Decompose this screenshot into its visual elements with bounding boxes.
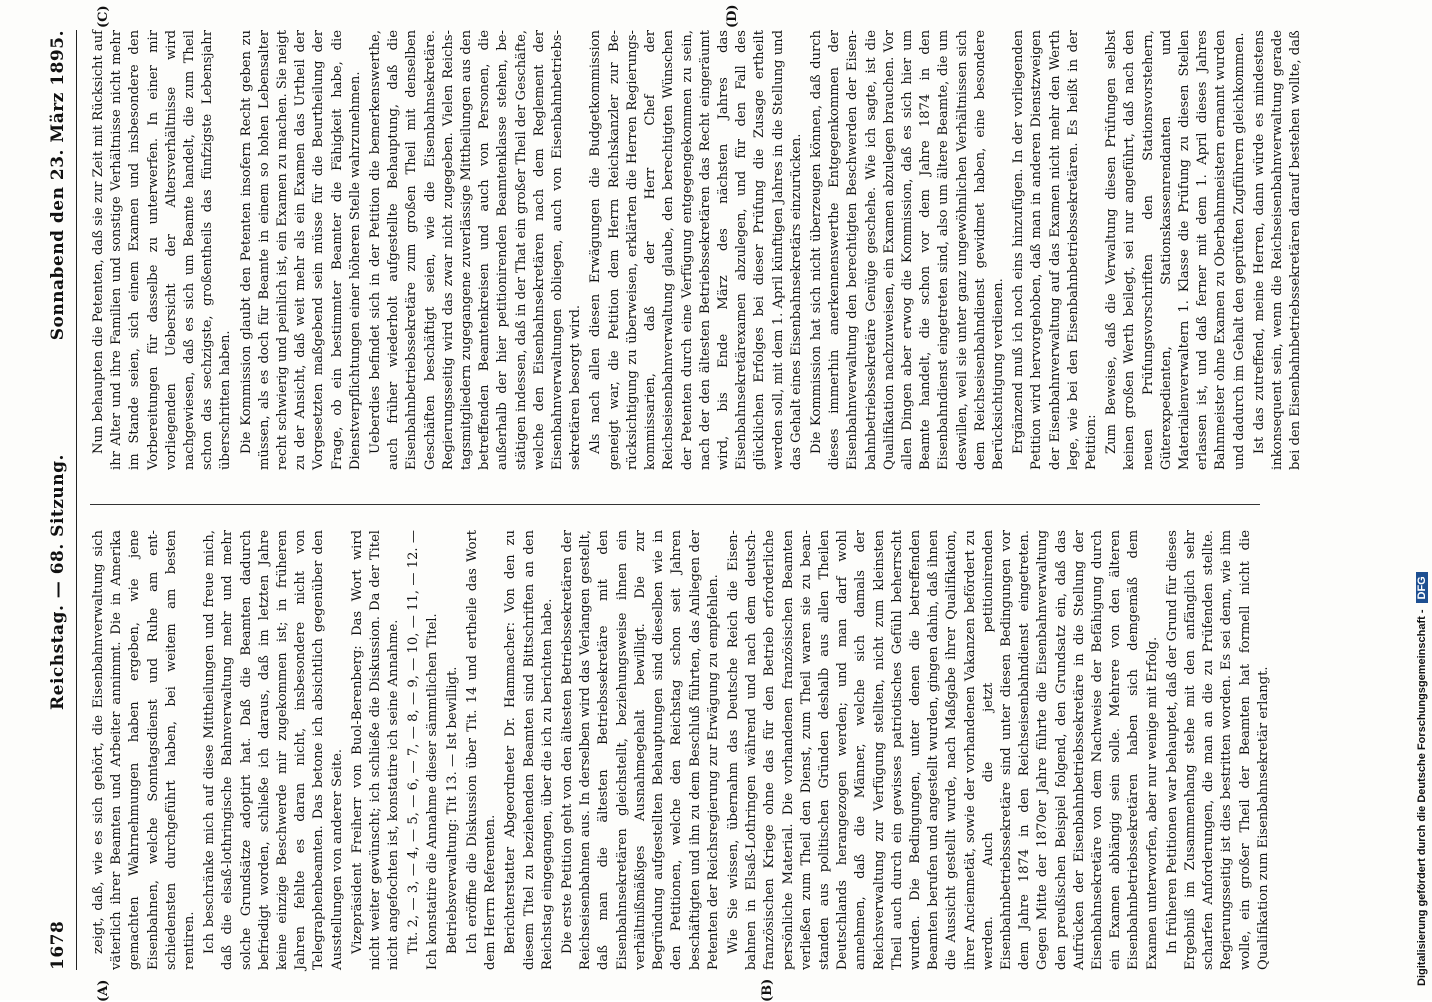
paragraph: Nun behaupten die Petenten, daß sie zur Zeit mit Rücksicht auf ihr Alter und ihre Familien und sonstige Verhältnisse nicht mehr im Stande seien, sich einem Examen und insbesondere den Vorbereitungen für dasselbe zu unterwerfen. In einer mir vorliegenden Uebersicht der Altersverhältnisse wird nachgewiesen, daß es sich um Beamte handelt, die zum Theil schon das sechzigste, großentheils das fünfzigste Lebensjahr überschritten haben. <box>91 30 234 470</box>
header-rule <box>76 30 77 970</box>
paragraph: Ergänzend muß ich noch eins hinzufügen. In der vorliegenden Petition wird hervorgehoben, daß man in anderen Dienstzweigen der Eisenbahnverwaltung auf das Examen nicht mehr den Werth lege, wie bei den Eisenbahnbetriebssekretären. Es heißt in der Petition: <box>1011 30 1099 470</box>
paragraph: Berichterstatter Abgeordneter Dr. Hammacher: Von den zu diesem Titel zu beziehenden Beamten sind Bittschriften an den Reichstag eingegangen, über die ich zu berichten habe. <box>503 530 555 970</box>
paragraph: Die Kommission hat sich nicht überzeugen können, daß durch dieses immerhin anerkennenswerthe Entgegenkommen der Eisenbahnverwaltung den berechtigten Beschwerden der Eisenbahnbetriebssekretäre Genüge geschehe. Wie ich sagte, ist die Qualifikation nachzuweisen, ein Examen abzulegen brauchen. Vor allen Dingen aber erwog die Kommission, daß es sich hier um Beamte handelt, die schon vor dem Jahre 1874 in den Eisenbahndienst eingetreten sind, also um ältere Beamte, die um deswillen, weil sie unter ganz ungewöhnlichen Verhältnissen sich dem Reichseisenbahndienst gewidmet haben, eine besondere Berücksichtigung verdienen. <box>808 30 1006 470</box>
paragraph: Ueberdies befindet sich in der Petition die bemerkenswerthe, auch früher wiederholt aufgestellte Behauptung, daß die Eisenbahnbetriebssekretäre zum großen Theil mit denselben Geschäften beschäftigt seien, wie die Eisenbahnsekretäre. Regierungsseitig wird das zwar nicht zugegeben. Vielen Reichstagsmitgliedern zugegangene zuverlässige Mittheilungen aus den betreffenden Beamtenkreisen und auch von Personen, die außerhalb der hier petitionirenden Beamtenklasse stehen, bestätigen indessen, daß in der That ein großer Theil der Geschäfte, welche den Eisenbahnsekretären nach dem Reglement der Eisenbahnverwaltungen obliegen, auch von Eisenbahnbetriebssekretären besorgt wird. <box>368 30 584 470</box>
paragraph: Die Kommission glaubt den Petenten insofern Recht geben zu müssen, als es doch für Beamte in einem so hohen Lebensalter recht schwierig und peinlich ist, ein Examen zu machen. Sie neigt zu der Ansicht, daß weit mehr als ein Examen das Urtheil der Vorgesetzten maßgebend sein müsse für die Beurtheilung der Frage, ob ein bestimmter Beamter die Fähigkeit habe, die Dienstverpflichtungen einer höheren Stelle wahrzunehmen. <box>238 30 363 470</box>
paragraph: zeigt, daß, wie es sich gehört, die Eisenbahnverwaltung sich väterlich ihrer Beamten und Arbeiter annimmt. Die in Amerika gemachten Wahrnehmungen haben ergeben, wie jene Eisenbahnen, welche Sonntagsdienst und Ruhe am entschiedensten durchgeführt haben, bei weitem am besten rentiren. <box>91 530 198 970</box>
paragraph: Wie Sie wissen, übernahm das Deutsche Reich die Eisenbahnen in Elsaß-Lothringen während und nach dem deutsch-französischen Kriege ohne das für den Betrieb erforderliche persönliche Material. Die vorhandenen französischen Beamten verließen zum Theil den Dienst, zum Theil waren sie zu beanstanden aus politischen Gründen deshalb aus allen Theilen Deutschlands herangezogen werden; und man darf wohl annehmen, daß die Männer, welche sich damals der Reichsverwaltung zur Verfügung stellten, nicht zum kleinsten Theil auch durch ein gewisses patriotisches Gefühl beherrscht wurden. Die Bedingungen, unter denen die betreffenden Beamten berufen und angestellt wurden, gingen dahin, daß ihnen die Aussicht gestellt wurde, nach Maßgabe ihrer Qualifikation, ihrer Anciennetät, sowie der vorhandenen Vakanzen befördert zu werden. Auch die jetzt petitionirenden Eisenbahnbetriebssekretäre sind unter diesen Bedingungen vor dem Jahre 1874 in den Reichseisenbahndienst eingetreten. Gegen Mitte der 1870er Jahre führte die Eisenbahnverwaltung den preußischen Beispiel folgend, den Grundsatz ein, daß das Aufrücken der Eisenbahnbetriebssekretäre in die Stellung der Eisenbahnsekretäre von dem Nachweise der Befähigung durch ein Examen abhängig sein solle. Mehrere von den älteren Eisenbahnbetriebssekretären haben sich demgemäß dem Examen unterworfen, aber nur wenige mit Erfolg. <box>725 530 1160 970</box>
paragraph: Die erste Petition geht von den ältesten Betriebssekretären der Reichseisenbahnen aus. In derselben wird das Verlangen gestellt, daß man die ältesten Betriebssekretäre mit den Eisenbahnsekretären gleichstellt, beziehungsweise ihnen ein verhältnißmäßiges Ausnahmegehalt bewilligt. Die zur Begründung aufgestellten Behauptungen sind dieselben wie in den Petitionen, welche den Reichstag schon seit Jahren beschäftigten und ihn zu dem Beschluß führten, das Anliegen der Petenten der Reichsregierung zur Erwägung zu empfehlen. <box>560 530 721 970</box>
left-column <box>90 530 1270 970</box>
session-title: Reichstag. — 68. Sitzung. <box>48 454 68 710</box>
credit-text <box>1412 6 1432 986</box>
paragraph: Betriebsverwaltung: Tit 13. — Ist bewilligt. <box>444 666 460 954</box>
paragraph: Tit. 2, — 3, — 4, — 5, — 6, — 7, — 8, — 9, — 10, — 11, — 12. — Ich konstatire die Annahme dieser sämmtlichen Titel. <box>406 530 440 970</box>
digitization-credit <box>1412 6 1432 986</box>
margin-letter-c: (C) <box>96 5 111 28</box>
paragraph: Ich eröffne die Diskussion über Tit. 14 und ertheile das Wort dem Herrn Referenten. <box>465 530 499 970</box>
margin-letter-b: (B) <box>760 978 775 1002</box>
right-column <box>90 30 1304 470</box>
paragraph: Vizepräsident Freiherr von Buol-Berenberg: Das Wort wird nicht weiter gewünscht; ich schließe die Diskussion. Da der Titel nicht angefochten ist, konstatire ich seine Annahme. <box>349 530 402 970</box>
page-number: 1678 <box>48 920 68 970</box>
margin-letter-d: (D) <box>725 4 740 28</box>
paragraph: Zum Beweise, daß die Verwaltung diesen Prüfungen selbst keinen großen Werth beilegt, sei nur angeführt, daß nach den neuen Prüfungsvorschriften den Stationsvorstehern, Güterexpedienten, Stationskassenrendanten und Materialienverwaltern 1. Klasse die Prüfung zu diesen Stellen erlassen ist, und daß ferner mit dem 1. April dieses Jahres Bahnmeister ohne Examen zu Oberbahnmeistern ernannt wurden und dadurch im Gehalt den geprüften Zugführern gleichkommen. <box>1104 30 1247 470</box>
paragraph: In früheren Petitionen war behauptet, daß der Grund für dieses Ergebniß im Zusammenhang stehe mit den anfänglich sehr scharfen Anforderungen, die man an die zu Prüfenden stellte. Regierungsseitig ist dies bestritten worden. Es sei denn, wie ihm wolle, ein großer Theil der Beamten hat formell nicht die Qualifikation zum Eisenbahnsekretär erlangt. <box>1164 530 1271 970</box>
credit-label: Digitalisierung gefördert durch die Deutsche Forschungsgemeinschaft - <box>1416 609 1428 986</box>
paragraph: Als nach allen diesen Erwägungen die Budgetkommission geneigt war, die Petition dem Herrn Reichskanzler zur Berücksichtigung zu überweisen, erklärten die Herren Regierungskommissarien, daß der Herr Chef der Reichseisenbahnverwaltung glaube, den berechtigten Wünschen der Petenten durch eine Verfügung entgegengekommen zu sein, nach der den ältesten Betriebssekretären das Recht eingeräumt wird, bis Ende März des nächsten Jahres das Eisenbahnsekretärexamen abzulegen, und für den Fall des glücklichen Erfolges bei dieser Prüfung die Zusage ertheilt werden soll, mit dem 1. April künftigen Jahres in die Stellung und das Gehalt eines Eisenbahnsekretärs einzurücken. <box>588 30 804 470</box>
column-divider <box>90 504 1260 505</box>
paragraph: Ist das zutreffend, meine Herren, dann würde es mindestens inkonsequent sein, wenn die Reichseisenbahnverwaltung gerade bei den Eisenbahnbetriebssekretären darauf bestehen wollte, daß <box>1251 30 1304 470</box>
page-header <box>48 30 78 970</box>
margin-letter-a: (A) <box>96 979 111 1002</box>
dfg-logo: DFG <box>1416 572 1428 603</box>
paragraph: Ich beschränke mich auf diese Mittheilungen und freue mich, daß die elsaß-lothringische Bahnverwaltung mehr und mehr solche Grundsätze adoptirt hat. Daß die Beamten dadurch befriedigt worden, schließe ich daraus, daß im letzten Jahre keine einzige Beschwerde mir zugekommen ist; in früheren Jahren fehlte es daran nicht, insbesondere nicht von Telegraphenbeamten. Das betone ich absichtlich gegenüber den Ausstellungen von anderer Seite. <box>202 530 345 970</box>
session-date: Sonnabend den 23. März 1895. <box>48 30 68 341</box>
